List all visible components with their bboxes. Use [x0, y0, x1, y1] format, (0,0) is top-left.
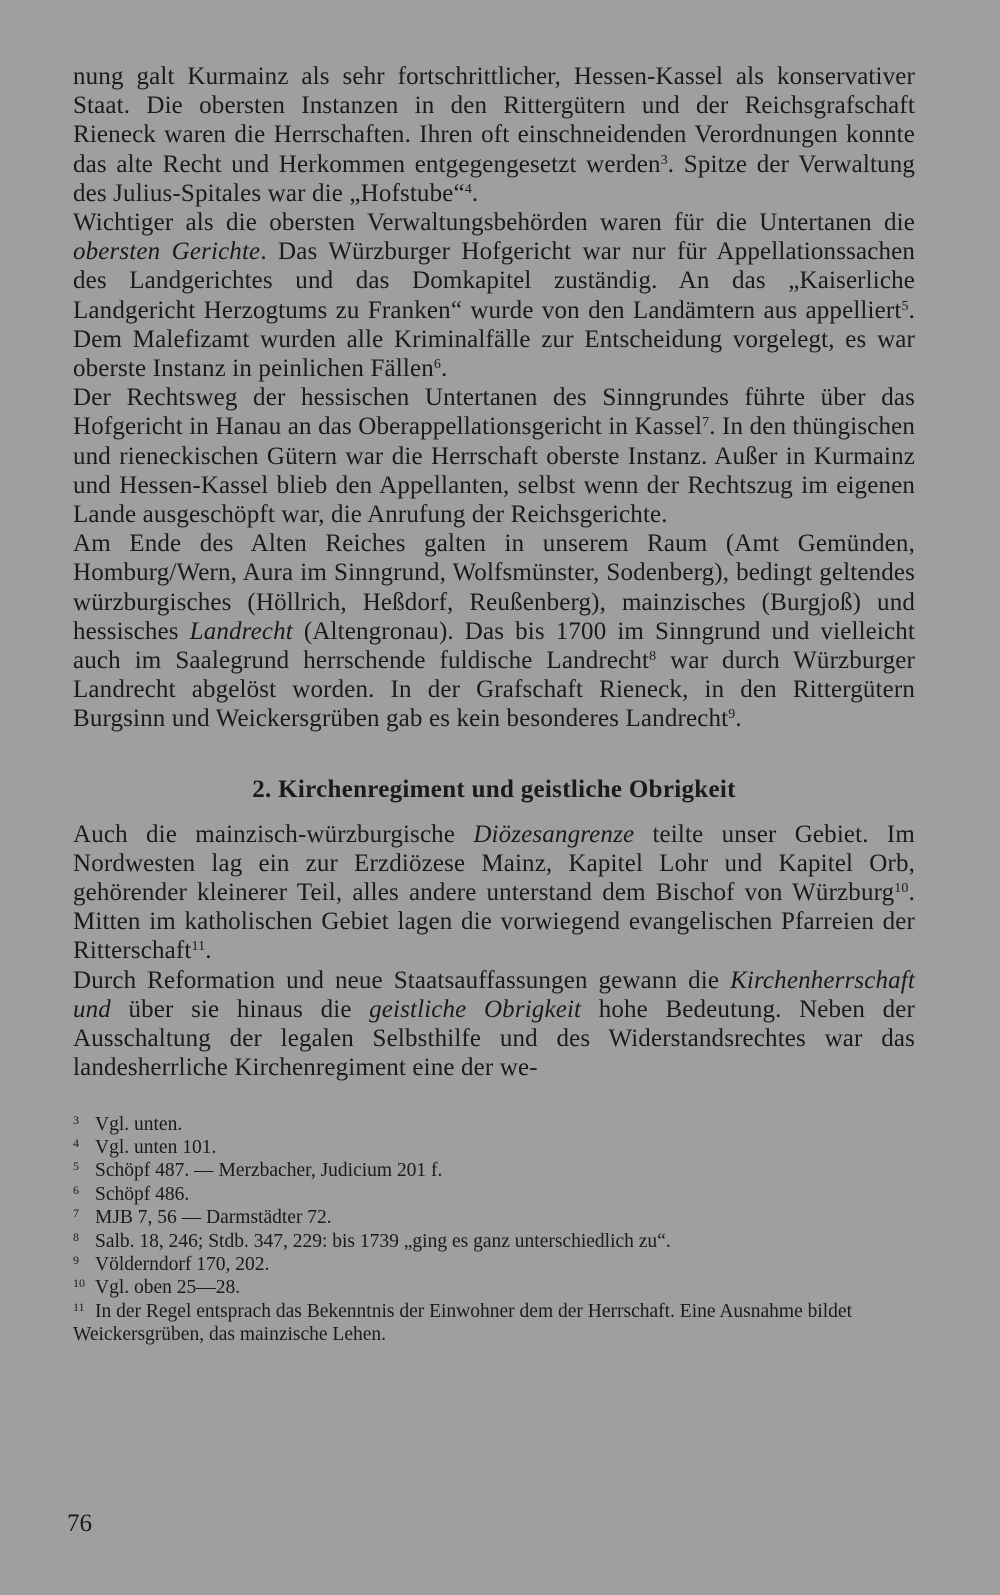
text-run: über sie hinaus die [110, 995, 370, 1023]
paragraph [73, 62, 915, 208]
emphasized-text: Diözesangrenze [473, 820, 635, 848]
footnote-number [73, 1300, 95, 1323]
text-run: nung galt Kurmainz als sehr fortschrittlicher, Hessen-Kassel als konservativer Staat. Die obersten Instanzen in den Rittergütern und der Reichsgrafschaft Rieneck waren die Herrschaften. Ihren oft einschneidenden Verordnungen konnte das alte Recht und Herkommen entgegengesetzt werden [73, 63, 915, 178]
emphasized-text: obersten Gerichte [73, 238, 261, 266]
text-run: . [471, 179, 479, 207]
text-run: . Spitze der Verwaltung des Julius-Spitales war die „Hofstube“ [73, 150, 915, 207]
footnote-text: Völderndorf 170, 202. [95, 1253, 270, 1275]
footnote-ref: 4 [464, 181, 472, 197]
emphasized-text: geistliche Obrigkeit [369, 995, 582, 1023]
footnote-ref: 6 [433, 357, 442, 373]
footnote-number [73, 1113, 95, 1136]
text-run: . In den thüngischen und rieneckischen Gütern war die Herrschaft oberste Instanz. Außer in Kurmainz und Hessen-Kassel blieb den Appellanten, selbst wenn der Rechtszug im eigenen Lande ausgeschöpft war, die Anrufung der Reichsgerichte. [73, 413, 916, 529]
footnote-number-sup: 11 [73, 1299, 85, 1314]
footnote-text: Salb. 18, 246; Stdb. 347, 229: bis 1739 „ging es ganz unterschiedlich zu“. [95, 1230, 671, 1252]
footnote-number [73, 1253, 95, 1276]
footnote-number [73, 1159, 95, 1182]
footnote-ref: 9 [728, 707, 736, 723]
text-run: Am Ende des Alten Reiches galten in unserem Raum (Amt Gemünden, Homburg/Wern, Aura im Sinngrund, Wolfsmünster, Sodenberg), bedingt geltendes würzburgisches (Höllrich, Heßdorf, Reußenberg), mainzisches (Burgjoß) und hessisches [73, 530, 915, 645]
footnote-text: Schöpf 487. — Merzbacher, Judicium 201 f. [95, 1160, 443, 1182]
footnote-ref: 7 [702, 415, 710, 431]
text-run: Durch Reformation und neue Staatsauffassungen gewann die [73, 966, 731, 994]
footnote [73, 1206, 915, 1229]
paragraph [73, 820, 915, 966]
text-run: teilte unser Gebiet. Im Nordwesten lag ein zur Erzdiözese Mainz, Kapitel Lohr und Kapitel Orb, gehörender kleinerer Teil, alles andere unterstand dem Bischof von Würzburg [73, 820, 915, 907]
text-run: . [735, 705, 742, 733]
text-run: hohe Bedeutung. Neben der Ausschaltung der legalen Selbsthilfe und des Widerstandsrechtes war das landesherrliche Kirchenregiment eine der we- [73, 995, 915, 1082]
footnote-number-sup: 3 [73, 1112, 79, 1127]
text-run: Auch die mainzisch-würzburgische [73, 820, 474, 848]
footnote [73, 1230, 915, 1253]
paragraph [73, 208, 915, 383]
footnote-ref: 10 [894, 881, 909, 897]
footnote-text: Vgl. unten. [95, 1113, 183, 1135]
footnote-ref: 3 [660, 152, 668, 168]
footnotes [73, 1113, 915, 1347]
footnote [73, 1253, 915, 1276]
main-text-section-2 [73, 820, 915, 1083]
footnote-number [73, 1230, 95, 1253]
footnote [73, 1276, 915, 1299]
footnote [73, 1136, 915, 1159]
paragraph [73, 383, 915, 529]
text-run: . Mitten im katholischen Gebiet lagen die vorwiegend evangelischen Pfarreien der Ritterschaft [73, 879, 915, 965]
footnote [73, 1300, 915, 1347]
footnote-number [73, 1276, 95, 1299]
text-run: . [441, 355, 448, 383]
emphasized-text: Kirchenherrschaft und [73, 966, 915, 1023]
footnote-number [73, 1206, 95, 1229]
text-run: . [205, 937, 212, 965]
footnote-number-sup: 9 [73, 1252, 79, 1267]
footnote-number-sup: 6 [73, 1182, 79, 1197]
text-run: . Das Würzburger Hofgericht war nur für Appellationssachen des Landgerichtes und das Domkapitel zuständig. An das „Kaiserliche Landgericht Herzogtums zu Franken“ wurde von den Landämtern aus appelliert [73, 238, 915, 324]
footnote-text: MJB 7, 56 — Darmstädter 72. [95, 1207, 332, 1229]
paragraph [73, 529, 915, 733]
emphasized-text: Landrecht [189, 617, 293, 645]
footnote-number-sup: 5 [73, 1159, 79, 1174]
footnote-number-sup: 4 [73, 1135, 79, 1150]
footnote-ref: 11 [191, 939, 206, 955]
footnote-number-sup: 8 [73, 1229, 79, 1244]
page-number: 76 [67, 1510, 92, 1537]
text-run: Wichtiger als die obersten Verwaltungsbehörden waren für die Untertanen die [73, 209, 915, 237]
page [73, 62, 915, 1347]
footnote-text: Vgl. oben 25—28. [95, 1277, 241, 1299]
main-text-section-1 [73, 62, 915, 734]
footnote-text: Schöpf 486. [95, 1183, 190, 1205]
footnote-text: In der Regel entsprach das Bekenntnis der Einwohner dem der Herrschaft. Eine Ausnahme bildet Weickersgrüben, das mainzische Lehen. [73, 1300, 853, 1346]
footnote [73, 1183, 915, 1206]
text-run: (Altengronau). Das bis 1700 im Sinngrund und vielleicht auch im Saalegrund herrschende fuldische Landrecht [73, 617, 915, 675]
text-run: . Dem Malefizamt wurden alle Kriminalfälle zur Entscheidung vorgelegt, es war oberste Instanz in peinlichen Fällen [73, 296, 915, 383]
footnote-number [73, 1183, 95, 1206]
text-run: Der Rechtsweg der hessischen Untertanen des Sinngrundes führte über das Hofgericht in Hanau an das Oberappellationsgericht in Kassel [73, 384, 915, 441]
footnote-number-sup: 7 [73, 1206, 79, 1221]
footnote-ref: 8 [649, 649, 657, 665]
section-heading: 2. Kirchenregiment und geistliche Obrigkeit [252, 775, 736, 803]
text-run: war durch Würzburger Landrecht abgelöst worden. In der Grafschaft Rieneck, in den Rittergütern Burgsinn und Weickersgrüben gab es kein besonderes Landrecht [73, 647, 915, 733]
paragraph [73, 966, 915, 1083]
footnote-number-sup: 10 [73, 1276, 85, 1291]
footnote-text: Vgl. unten 101. [95, 1136, 217, 1158]
footnote-ref: 5 [901, 298, 909, 314]
footnote [73, 1159, 915, 1182]
footnote-number [73, 1136, 95, 1159]
footnote [73, 1113, 915, 1136]
